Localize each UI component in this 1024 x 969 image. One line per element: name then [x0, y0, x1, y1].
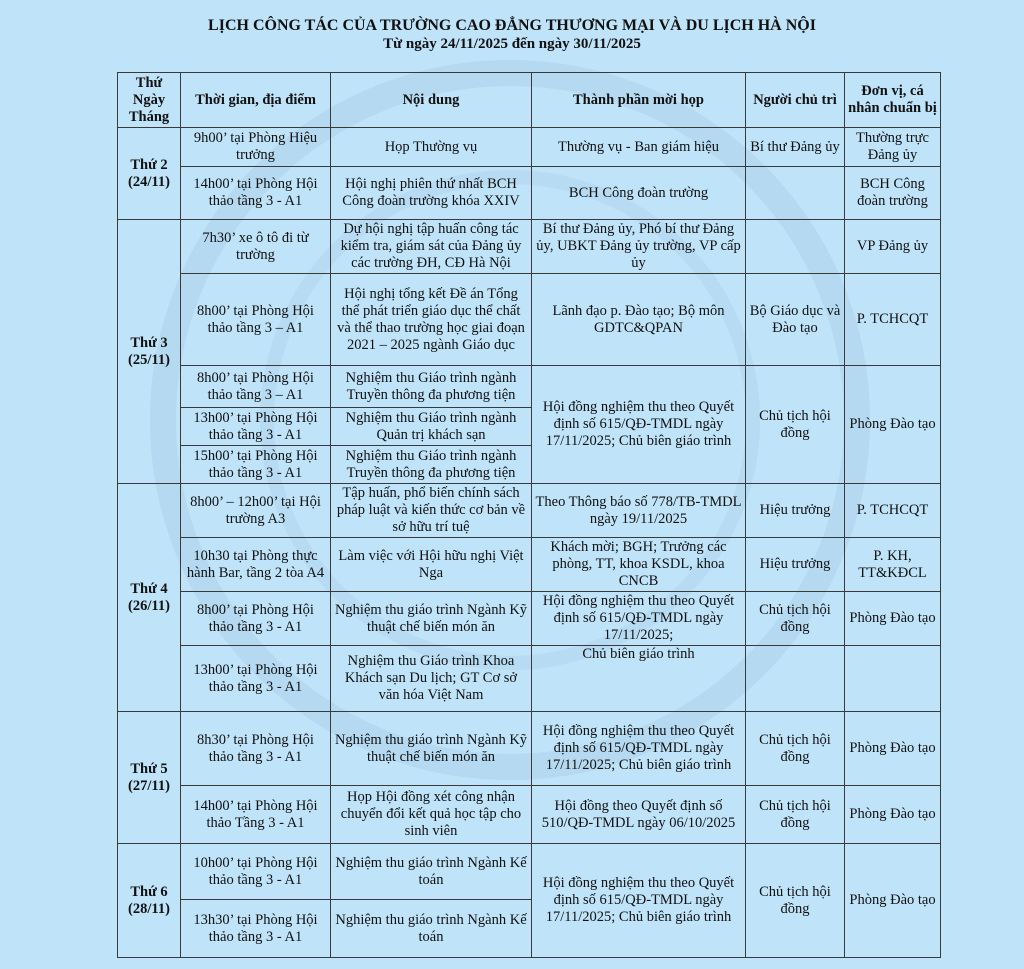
- participants-cell: Theo Thông báo số 778/TB-TMDL ngày 19/11/2025: [532, 484, 746, 538]
- chair-cell: Hiệu trưởng: [746, 484, 845, 538]
- content-cell: Làm việc với Hội hữu nghị Việt Nga: [331, 538, 532, 592]
- day-cell-tue: [118, 220, 181, 484]
- table-row: [118, 167, 941, 220]
- day-date: (28/11): [128, 900, 170, 917]
- prep-cell: Phòng Đào tạo: [845, 844, 941, 958]
- participants-cell: Chủ biên giáo trình: [532, 646, 746, 712]
- prep-cell: P. TCHCQT: [845, 274, 941, 366]
- day-name: Thứ 4: [130, 580, 168, 597]
- date-range: Từ ngày 24/11/2025 đến ngày 30/11/2025: [383, 36, 641, 52]
- time-cell: 10h30 tại Phòng thực hành Bar, tầng 2 tòa A4: [181, 538, 331, 592]
- time-cell: 10h00’ tại Phòng Hội thảo tầng 3 - A1: [181, 844, 331, 900]
- prep-cell: VP Đảng ủy: [845, 220, 941, 274]
- table-row: [118, 786, 941, 844]
- prep-cell: BCH Công đoàn trường: [845, 167, 941, 220]
- participants-cell: Lãnh đạo p. Đào tạo; Bộ môn GDTC&QPAN: [532, 274, 746, 366]
- day-date: (25/11): [128, 351, 170, 368]
- content-cell: Họp Hội đồng xét công nhận chuyển đổi kết quả học tập cho sinh viên: [331, 786, 532, 844]
- day-date: (24/11): [128, 173, 170, 190]
- time-cell: 14h00’ tại Phòng Hội thảo tầng 3 - A1: [181, 167, 331, 220]
- time-cell: 7h30’ xe ô tô đi từ trường: [181, 220, 331, 274]
- table-row: [118, 220, 941, 274]
- content-cell: Nghiệm thu Giáo trình ngành Quản trị khách sạn: [331, 408, 532, 446]
- chair-cell: Chủ tịch hội đồng: [746, 786, 845, 844]
- participants-cell: Thường vụ - Ban giám hiệu: [532, 128, 746, 167]
- day-name: Thứ 6: [130, 883, 168, 900]
- header-content: Nội dung: [331, 73, 532, 128]
- table-row: [118, 592, 941, 646]
- time-cell: 13h00’ tại Phòng Hội thảo tầng 3 - A1: [181, 408, 331, 446]
- time-cell: 9h00’ tại Phòng Hiệu trưởng: [181, 128, 331, 167]
- day-cell-mon: [118, 128, 181, 220]
- header-participants: Thành phần mời họp: [532, 73, 746, 128]
- day-cell-wed: [118, 484, 181, 712]
- participants-cell: Hội đồng theo Quyết định số 510/QĐ-TMDL ngày 06/10/2025: [532, 786, 746, 844]
- content-cell: Dự hội nghị tập huấn công tác kiểm tra, giám sát của Đảng ủy các trường ĐH, CĐ Hà Nội: [331, 220, 532, 274]
- chair-cell: Hiệu trưởng: [746, 538, 845, 592]
- time-cell: 8h00’ – 12h00’ tại Hội trường A3: [181, 484, 331, 538]
- table-row: [118, 274, 941, 366]
- day-date: (26/11): [128, 597, 170, 614]
- content-cell: Nghiệm thu giáo trình Ngành Kế toán: [331, 900, 532, 958]
- prep-cell: [845, 646, 941, 712]
- time-cell: 14h00’ tại Phòng Hội thảo Tầng 3 - A1: [181, 786, 331, 844]
- content-cell: Nghiệm thu giáo trình Ngành Kỹ thuật chế biến món ăn: [331, 712, 532, 786]
- chair-cell: Chủ tịch hội đồng: [746, 592, 845, 646]
- content-cell: Hội nghị phiên thứ nhất BCH Công đoàn trường khóa XXIV: [331, 167, 532, 220]
- page-title: LỊCH CÔNG TÁC CỦA TRƯỜNG CAO ĐẲNG THƯƠNG MẠI VÀ DU LỊCH HÀ NỘI: [208, 17, 816, 34]
- day-name: Thứ 3: [130, 334, 168, 351]
- time-cell: 8h00’ tại Phòng Hội thảo tầng 3 – A1: [181, 366, 331, 408]
- prep-cell: Phòng Đào tạo: [845, 592, 941, 646]
- chair-cell: [746, 646, 845, 712]
- time-cell: 13h30’ tại Phòng Hội thảo tầng 3 - A1: [181, 900, 331, 958]
- header-time: Thời gian, địa điểm: [181, 73, 331, 128]
- chair-cell: Chủ tịch hội đồng: [746, 844, 845, 958]
- time-cell: 13h00’ tại Phòng Hội thảo tầng 3 - A1: [181, 646, 331, 712]
- content-cell: Nghiệm thu Giáo trình ngành Truyền thông đa phương tiện: [331, 446, 532, 484]
- participants-cell: Hội đồng nghiệm thu theo Quyết định số 615/QĐ-TMDL ngày 17/11/2025; Chủ biên giáo trình: [532, 712, 746, 786]
- day-cell-thu: [118, 712, 181, 844]
- chair-cell: Chủ tịch hội đồng: [746, 712, 845, 786]
- header-day: Thứ Ngày Tháng: [118, 73, 181, 128]
- participants-cell: Hội đồng nghiệm thu theo Quyết định số 615/QĐ-TMDL ngày 17/11/2025; Chủ biên giáo trình: [532, 844, 746, 958]
- participants-cell: Hội đồng nghiệm thu theo Quyết định số 615/QĐ-TMDL ngày 17/11/2025;: [532, 592, 746, 646]
- participants-cell: Khách mời; BGH; Trưởng các phòng, TT, khoa KSDL, khoa CNCB: [532, 538, 746, 592]
- content-cell: Hội nghị tổng kết Đề án Tổng thể phát triển giáo dục thể chất và thể thao trường học giai đoạn 2021 – 2025 ngành Giáo dục: [331, 274, 532, 366]
- chair-cell: Chủ tịch hội đồng: [746, 366, 845, 484]
- header-row: [118, 73, 941, 128]
- day-name: Thứ 2: [130, 156, 168, 173]
- content-cell: Nghiệm thu giáo trình Ngành Kế toán: [331, 844, 532, 900]
- header-prep: Đơn vị, cá nhân chuẩn bị: [845, 73, 941, 128]
- time-cell: 8h00’ tại Phòng Hội thảo tầng 3 – A1: [181, 274, 331, 366]
- content-cell: Nghiệm thu Giáo trình ngành Truyền thông đa phương tiện: [331, 366, 532, 408]
- prep-cell: Phòng Đào tạo: [845, 712, 941, 786]
- chair-cell: [746, 167, 845, 220]
- prep-cell: Phòng Đào tạo: [845, 366, 941, 484]
- content-cell: Nghiệm thu giáo trình Ngành Kỹ thuật chế biến món ăn: [331, 592, 532, 646]
- participants-cell: Bí thư Đảng ủy, Phó bí thư Đảng ủy, UBKT Đảng ủy trường, VP cấp ủy: [532, 220, 746, 274]
- day-date: (27/11): [128, 777, 170, 794]
- table-row: [118, 128, 941, 167]
- table-row: [118, 366, 941, 408]
- content-cell: Nghiệm thu Giáo trình Khoa Khách sạn Du lịch; GT Cơ sở văn hóa Việt Nam: [331, 646, 532, 712]
- chair-cell: Bí thư Đảng ủy: [746, 128, 845, 167]
- prep-cell: Phòng Đào tạo: [845, 786, 941, 844]
- table-row: [118, 712, 941, 786]
- document-header: [0, 16, 1024, 53]
- content-cell: Họp Thường vụ: [331, 128, 532, 167]
- participants-cell: BCH Công đoàn trường: [532, 167, 746, 220]
- table-row: [118, 844, 941, 900]
- prep-cell: P. KH, TT&KĐCL: [845, 538, 941, 592]
- day-cell-fri: [118, 844, 181, 958]
- prep-cell: Thường trực Đảng ủy: [845, 128, 941, 167]
- participants-cell: Hội đồng nghiệm thu theo Quyết định số 615/QĐ-TMDL ngày 17/11/2025; Chủ biên giáo trình: [532, 366, 746, 484]
- schedule-table: [117, 72, 941, 958]
- time-cell: 8h30’ tại Phòng Hội thảo tầng 3 - A1: [181, 712, 331, 786]
- chair-cell: Bộ Giáo dục và Đào tạo: [746, 274, 845, 366]
- time-cell: 15h00’ tại Phòng Hội thảo tầng 3 - A1: [181, 446, 331, 484]
- day-name: Thứ 5: [130, 760, 168, 777]
- content-cell: Tập huấn, phổ biến chính sách pháp luật và kiến thức cơ bản về sở hữu trí tuệ: [331, 484, 532, 538]
- time-cell: 8h00’ tại Phòng Hội thảo tầng 3 - A1: [181, 592, 331, 646]
- chair-cell: [746, 220, 845, 274]
- prep-cell: P. TCHCQT: [845, 484, 941, 538]
- table-row: [118, 646, 941, 712]
- table-row: [118, 538, 941, 592]
- table-row: [118, 484, 941, 538]
- header-chair: Người chủ trì: [746, 73, 845, 128]
